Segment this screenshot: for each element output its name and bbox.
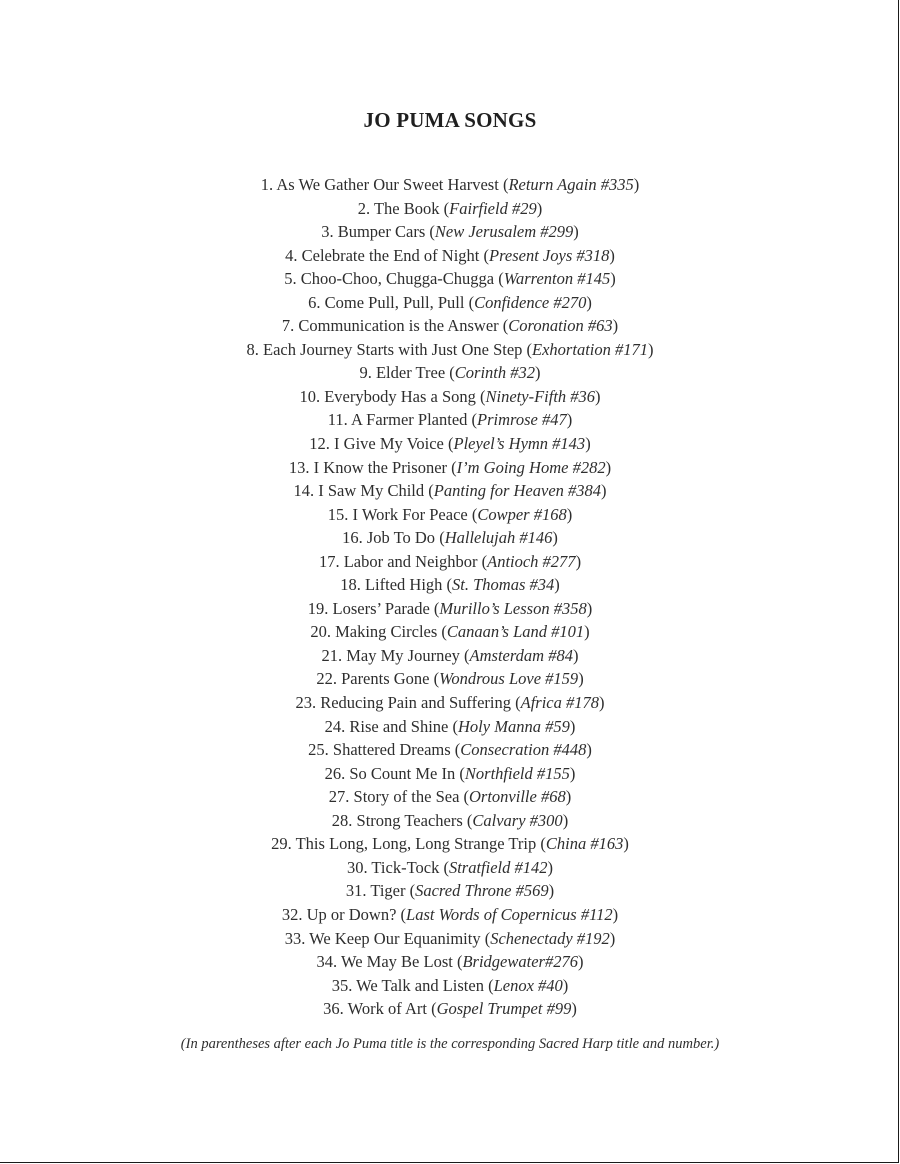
sacred-harp-tune: Lenox #40 <box>493 975 563 995</box>
song-item: 22. Parents Gone (Wondrous Love #159) <box>316 669 584 689</box>
song-item: 26. So Count Me In (Northfield #155) <box>324 763 576 783</box>
song-item: 3. Bumper Cars (New Jerusalem #299) <box>321 222 579 242</box>
song-title: 36. Work of Art <box>323 999 427 1019</box>
song-item: 21. May My Journey (Amsterdam #84) <box>321 645 579 665</box>
sacred-harp-tune: Sacred Throne #569 <box>415 881 549 901</box>
song-title: 19. Losers’ Parade <box>307 598 430 618</box>
song-item: 36. Work of Art (Gospel Trumpet #99) <box>323 999 577 1019</box>
song-title: 10. Everybody Has a Song <box>299 386 476 406</box>
sacred-harp-tune: Present Joys #318 <box>489 245 610 265</box>
sacred-harp-tune: New Jerusalem #299 <box>434 222 574 242</box>
song-title: 25. Shattered Dreams <box>308 740 451 760</box>
song-title: 30. Tick-Tock <box>346 857 440 877</box>
sacred-harp-tune: Northfield #155 <box>464 763 570 783</box>
song-title: 29. This Long, Long, Long Strange Trip <box>271 834 537 854</box>
song-title: 14. I Saw My Child <box>293 481 425 501</box>
song-title: 4. Celebrate the End of Night <box>285 245 480 265</box>
sacred-harp-tune: I’m Going Home #282 <box>456 457 606 477</box>
sacred-harp-tune: Primrose #47 <box>477 410 567 430</box>
song-title: 24. Rise and Shine <box>324 716 449 736</box>
song-item: 18. Lifted High (St. Thomas #34) <box>340 575 560 595</box>
song-item: 17. Labor and Neighbor (Antioch #277) <box>318 551 582 571</box>
sacred-harp-tune: Antioch #277 <box>487 551 576 571</box>
song-item: 33. We Keep Our Equanimity (Schenectady #192) <box>284 928 616 948</box>
song-item: 5. Choo-Choo, Chugga-Chugga (Warrenton #145) <box>284 269 616 289</box>
song-title: 34. We May Be Lost <box>316 952 453 972</box>
song-title: 32. Up or Down? <box>281 904 397 924</box>
song-title: 31. Tiger <box>345 881 406 901</box>
sacred-harp-tune: Warrenton #145 <box>503 269 611 289</box>
song-item: 19. Losers’ Parade (Murillo’s Lesson #358) <box>307 598 593 618</box>
song-item: 13. I Know the Prisoner (I’m Going Home #282) <box>288 457 612 477</box>
song-item: 35. We Talk and Listen (Lenox #40) <box>331 975 569 995</box>
song-item: 9. Elder Tree (Corinth #32) <box>359 363 541 383</box>
song-title: 20. Making Circles <box>310 622 438 642</box>
sacred-harp-tune: Cowper #168 <box>477 504 567 524</box>
song-list <box>0 173 900 1021</box>
song-title: 3. Bumper Cars <box>321 222 426 242</box>
song-title: 17. Labor and Neighbor <box>318 551 478 571</box>
song-item: 6. Come Pull, Pull, Pull (Confidence #270) <box>308 292 592 312</box>
song-item: 29. This Long, Long, Long Strange Trip (China #163) <box>271 834 629 854</box>
song-item: 2. The Book (Fairfield #29) <box>357 198 543 218</box>
song-title: 22. Parents Gone <box>316 669 430 689</box>
sacred-harp-tune: Fairfield #29 <box>449 198 537 218</box>
sacred-harp-tune: China #163 <box>545 834 624 854</box>
song-title: 28. Strong Teachers <box>331 810 463 830</box>
sacred-harp-tune: Coronation #63 <box>508 316 613 336</box>
song-item: 15. I Work For Peace (Cowper #168) <box>327 504 573 524</box>
song-item: 34. We May Be Lost (Bridgewater#276) <box>316 952 584 972</box>
sacred-harp-tune: Return Again #335 <box>508 175 634 194</box>
sacred-harp-tune: Bridgewater#276 <box>462 952 578 972</box>
song-item: 8. Each Journey Starts with Just One Step (Exhortation #171) <box>246 339 654 359</box>
sacred-harp-tune: Ortonville #68 <box>469 787 566 807</box>
sacred-harp-tune: Consecration #448 <box>460 740 587 760</box>
song-item: 10. Everybody Has a Song (Ninety-Fifth #36) <box>299 386 601 406</box>
song-title: 26. So Count Me In <box>324 763 456 783</box>
sacred-harp-tune: Murillo’s Lesson #358 <box>439 598 587 618</box>
song-item: 12. I Give My Voice (Pleyel’s Hymn #143) <box>309 434 591 454</box>
song-title: 1. As We Gather Our Sweet Harvest <box>260 175 499 194</box>
sacred-harp-tune: Holy Manna #59 <box>458 716 570 736</box>
song-item: 30. Tick-Tock (Stratfield #142) <box>346 857 554 877</box>
song-item: 14. I Saw My Child (Panting for Heaven #384) <box>293 481 607 501</box>
sacred-harp-tune: Panting for Heaven #384 <box>433 481 602 501</box>
song-title: 18. Lifted High <box>340 575 443 595</box>
sacred-harp-tune: Exhortation #171 <box>532 339 648 359</box>
song-title: 12. I Give My Voice <box>309 434 444 454</box>
song-item: 25. Shattered Dreams (Consecration #448) <box>308 740 592 760</box>
song-item: 32. Up or Down? (Last Words of Copernicus #112) <box>281 904 619 924</box>
sacred-harp-tune: Confidence #270 <box>474 292 587 312</box>
song-item: 16. Job To Do (Hallelujah #146) <box>342 528 558 548</box>
sacred-harp-tune: St. Thomas #34 <box>452 575 555 595</box>
sacred-harp-tune: Africa #178 <box>520 693 600 713</box>
song-title: 15. I Work For Peace <box>327 504 468 524</box>
sacred-harp-tune: Schenectady #192 <box>490 928 610 948</box>
footnote: (In parentheses after each Jo Puma title is the corresponding Sacred Harp title and number.) <box>180 1036 720 1052</box>
sacred-harp-tune: Amsterdam #84 <box>469 645 573 665</box>
song-item: 20. Making Circles (Canaan’s Land #101) <box>310 622 590 642</box>
song-item: 31. Tiger (Sacred Throne #569) <box>345 881 555 901</box>
sacred-harp-tune: Corinth #32 <box>454 363 536 383</box>
song-title: 33. We Keep Our Equanimity <box>284 928 481 948</box>
song-item: 1. As We Gather Our Sweet Harvest (Return Again #335) <box>260 175 640 194</box>
song-title: 6. Come Pull, Pull, Pull <box>308 292 465 312</box>
song-item: 27. Story of the Sea (Ortonville #68) <box>328 787 572 807</box>
song-title: 21. May My Journey <box>321 645 460 665</box>
song-title: 2. The Book <box>357 198 440 218</box>
sacred-harp-tune: Wondrous Love #159 <box>439 669 579 689</box>
song-item: 11. A Farmer Planted (Primrose #47) <box>327 410 573 430</box>
song-title: 7. Communication is the Answer <box>281 316 499 336</box>
song-title: 13. I Know the Prisoner <box>288 457 448 477</box>
sacred-harp-tune: Ninety-Fifth #36 <box>485 386 596 406</box>
song-item: 23. Reducing Pain and Suffering (Africa #178) <box>295 693 605 713</box>
song-title: 35. We Talk and Listen <box>331 975 484 995</box>
sacred-harp-tune: Canaan’s Land #101 <box>446 622 585 642</box>
song-title: 11. A Farmer Planted <box>327 410 468 430</box>
song-item: 7. Communication is the Answer (Coronation #63) <box>281 316 619 336</box>
sacred-harp-tune: Hallelujah #146 <box>444 528 553 548</box>
song-title: 5. Choo-Choo, Chugga-Chugga <box>284 269 495 289</box>
song-item: 4. Celebrate the End of Night (Present Joys #318) <box>285 245 615 265</box>
sacred-harp-tune: Pleyel’s Hymn #143 <box>453 434 586 454</box>
sacred-harp-tune: Stratfield #142 <box>448 857 548 877</box>
song-item: 24. Rise and Shine (Holy Manna #59) <box>324 716 576 736</box>
song-item: 28. Strong Teachers (Calvary #300) <box>331 810 569 830</box>
song-title: 9. Elder Tree <box>359 363 446 383</box>
song-title: 8. Each Journey Starts with Just One Step <box>246 339 523 359</box>
song-title: 23. Reducing Pain and Suffering <box>295 693 512 713</box>
song-title: 27. Story of the Sea <box>328 787 460 807</box>
page-title: JO PUMA SONGS <box>363 108 537 132</box>
sacred-harp-tune: Gospel Trumpet #99 <box>436 999 572 1019</box>
sacred-harp-tune: Last Words of Copernicus #112 <box>406 904 613 924</box>
sacred-harp-tune: Calvary #300 <box>472 810 563 830</box>
song-title: 16. Job To Do <box>342 528 436 548</box>
